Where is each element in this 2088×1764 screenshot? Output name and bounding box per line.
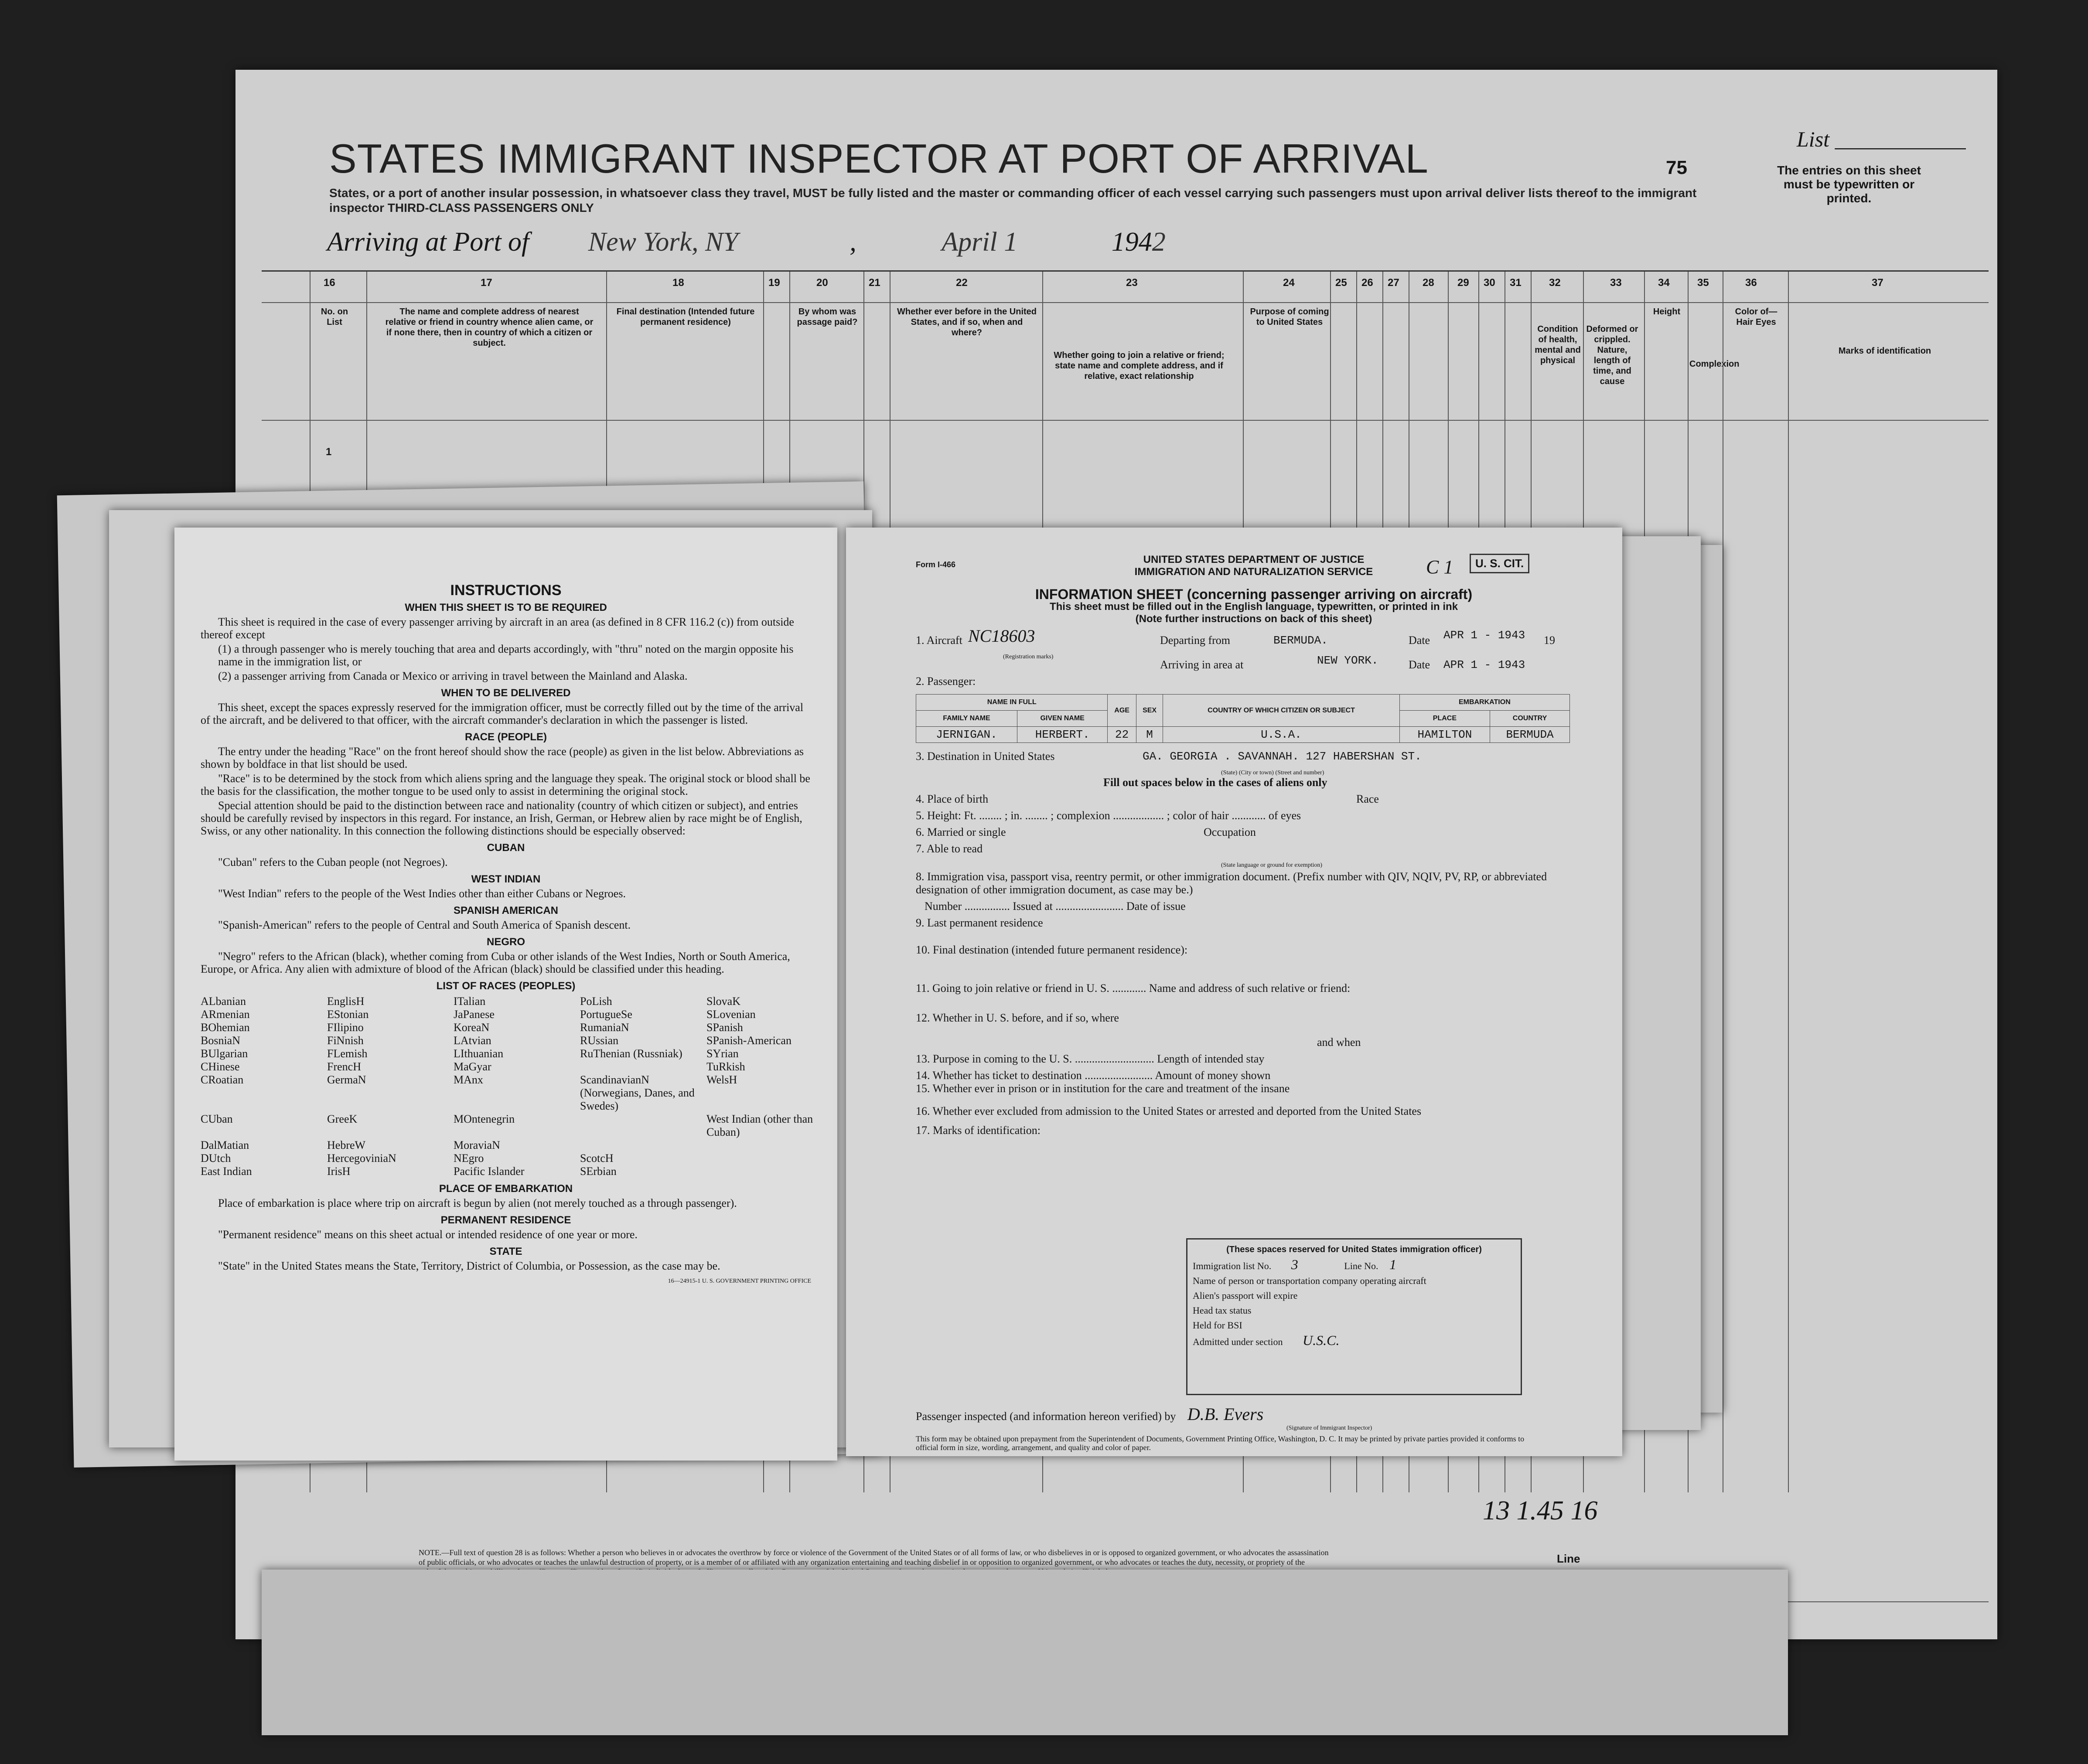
destination-caption — [916, 766, 1592, 776]
passport-expire-label: Alien's passport will expire — [1193, 1290, 1298, 1301]
departure-date: APR 1 - 1943 — [1443, 629, 1525, 642]
q15-row — [916, 1082, 1592, 1099]
q5-row — [916, 809, 1592, 826]
destination-value: GA. GEORGIA . SAVANNAH. 127 HABERSHAN ST. — [1143, 750, 1422, 763]
col-head: Marks of identification — [1838, 346, 1931, 356]
country-header: COUNTRY OF WHICH CITIZEN OR SUBJECT — [1163, 695, 1399, 727]
instructions-page — [174, 528, 837, 1461]
q6-row — [916, 826, 1592, 842]
grid-line — [262, 302, 1989, 303]
race-list — [201, 995, 811, 1178]
race-item: RUssian — [580, 1034, 619, 1047]
race-item — [580, 1113, 706, 1139]
col-num: 19 — [768, 277, 780, 289]
arriving-at-port — [327, 227, 1166, 258]
section-heading: PERMANENT RESIDENCE — [440, 1214, 571, 1226]
race-item: MoraviaN — [454, 1139, 500, 1151]
race-item: FiNnish — [327, 1034, 364, 1047]
col-head: Purpose of coming to United States — [1250, 307, 1329, 327]
col-head: Condition of health, mental and physical — [1535, 324, 1581, 365]
service-name: IMMIGRATION AND NATURALIZATION SERVICE — [1134, 566, 1373, 578]
col-num: 31 — [1510, 277, 1522, 289]
race-item: BosniaN — [201, 1034, 240, 1047]
port-handwritten: New York, NY — [588, 227, 738, 257]
information-sheet — [846, 528, 1622, 1456]
arriving-label: Arriving in area at — [1160, 658, 1244, 671]
manifest-header — [329, 135, 1943, 215]
aircraft-label: 1. Aircraft — [916, 634, 962, 647]
col-head: Deformed or crippled. Nature, length of time, and cause — [1586, 324, 1638, 386]
inspector-signature: D.B. Evers — [1187, 1404, 1264, 1424]
race-item: Pacific Islander — [454, 1165, 525, 1178]
section-heading: WHEN THIS SHEET IS TO BE REQUIRED — [405, 602, 607, 613]
paragraph: (1) a through passenger who is merely touching that area and departs accordingly, with "thru" noted on the margin opposite his name in the immigration list, or — [218, 643, 794, 668]
section-heading: CUBAN — [487, 842, 525, 854]
q7-row — [916, 842, 1592, 859]
embarkation-place: HAMILTON — [1399, 727, 1490, 743]
col-num: 30 — [1484, 277, 1495, 289]
race-item: FIlipino — [327, 1021, 364, 1034]
paragraph: This sheet is required in the case of every passenger arriving by aircraft in an area (as defined in 8 CFR 116.2 (c)) from outside thereof except — [201, 616, 794, 641]
line-no-value: 1 — [1389, 1257, 1396, 1272]
race-item: FrencH — [327, 1060, 361, 1073]
and-when-label: and when — [1317, 1036, 1361, 1049]
citizenship: U.S.A. — [1163, 727, 1399, 743]
race-item: SYrian — [706, 1047, 739, 1060]
visa-number-label: Number ................ Issued at ........................ Date of issue — [925, 900, 1186, 913]
form-id: Form I-466 — [916, 560, 956, 569]
q12-row — [916, 1011, 1592, 1028]
race-item: West Indian (other than Cuban) — [706, 1113, 813, 1138]
col-num: 26 — [1361, 277, 1373, 289]
section-heading: WHEN TO BE DELIVERED — [441, 687, 571, 699]
ticket-label: 14. Whether has ticket to destination ........................ Amount of money shown — [916, 1069, 1271, 1082]
race-item: EStonian — [327, 1008, 369, 1021]
col-num: 37 — [1872, 277, 1883, 289]
race-item: MaGyar — [454, 1060, 491, 1073]
race-item: FLemish — [327, 1047, 368, 1060]
arrival-date: APR 1 - 1943 — [1443, 658, 1525, 671]
race-item: WelsH — [706, 1073, 737, 1086]
paragraph: This sheet, except the spaces expressly reserved for the immigration officer, must be correctly filled out by the time of the arrival of the aircraft, and be delivered to that officer, with the aircraft commander's declaration in which the passenger is listed. — [201, 701, 804, 726]
handwritten-mark: C 1 — [1426, 556, 1453, 578]
paragraph: "West Indian" refers to the people of the West Indies other than either Cubans or Negroes. — [218, 887, 626, 900]
race-item: SlovaK — [706, 995, 740, 1008]
date-label: Date — [1409, 634, 1430, 647]
grid-line — [262, 420, 1989, 421]
page-number: 75 — [1666, 157, 1687, 178]
race-item: DalMatian — [201, 1139, 249, 1151]
manifest-subtitle: States, or a port of another insular possession, in whatsoever class they travel, MUST be fully listed and the master or commanding officer of each vessel carrying such passengers must upon arrival deliver lists thereof to the immigrant inspector THIRD-CLASS PASSENGERS ONLY — [329, 186, 1697, 215]
race-item: SLovenian — [706, 1008, 756, 1021]
race-item — [706, 1139, 833, 1152]
aliens-note: Fill out spaces below in the cases of aliens only — [1103, 776, 1327, 789]
form-footer: This form may be obtained upon prepayment from the Superintendent of Documents, Government Printing Office, Washington, D. C. It may be printed by private parties provided it conforms to official form in size, wording, arrangement, and quality and color of paper. — [916, 1434, 1525, 1452]
race-item: SPanish — [706, 1021, 743, 1034]
place-header: PLACE — [1399, 711, 1490, 727]
race-item — [706, 1152, 833, 1165]
col-num: 29 — [1457, 277, 1469, 289]
col-head: Final destination (Intended future permanent residence) — [616, 307, 755, 327]
q8b-row — [916, 900, 1592, 916]
passenger-row — [916, 675, 1592, 691]
grid-col — [1788, 272, 1931, 1492]
family-name-header: FAMILY NAME — [916, 711, 1017, 727]
race-item: RuThenian (Russniak) — [580, 1047, 682, 1060]
department-name: UNITED STATES DEPARTMENT OF JUSTICE — [1143, 554, 1365, 565]
going-to-join-label: 11. Going to join relative or friend in U. S. ............ Name and address of such relative or friend: — [916, 982, 1351, 994]
line-no-label: Line No. — [1344, 1260, 1378, 1271]
age-header: AGE — [1108, 695, 1136, 727]
paragraph: "Cuban" refers to the Cuban people (not Negroes). — [218, 856, 448, 868]
destination-caption-text: (State) (City or town) (Street and number) — [1221, 770, 1324, 776]
section-heading: NEGRO — [486, 936, 525, 948]
race-label: Race — [1356, 793, 1379, 805]
col-head: By whom was passage paid? — [797, 307, 858, 327]
officer-box-heading: (These spaces reserved for United States immigration officer) — [1226, 1245, 1482, 1254]
officer-reserved-box — [1186, 1238, 1522, 1395]
inspected-label: Passenger inspected (and information hereon verified) by — [916, 1410, 1176, 1423]
department-heading — [916, 554, 1592, 578]
prison-label: 15. Whether ever in prison or in institution for the care and treatment of the insane — [916, 1082, 1290, 1095]
q9-row — [916, 916, 1592, 933]
section-heading: RACE (PEOPLE) — [464, 731, 547, 743]
arriving-label: Arriving at Port of — [327, 227, 529, 257]
before-in-us-label: 12. Whether in U. S. before, and if so, where — [916, 1011, 1119, 1024]
q8-text: 8. Immigration visa, passport visa, reentry permit, or other immigration document. (Prefix number with QIV, NQIV, PV, RP, or abbreviated designation of other immigration document, as case may be.) — [916, 870, 1547, 896]
passenger-table — [916, 694, 1570, 743]
race-item — [580, 1139, 706, 1152]
race-item: RumaniaN — [580, 1021, 629, 1034]
year-prefix: 194 — [1111, 227, 1152, 257]
col-head: Complexion — [1689, 359, 1740, 369]
race-item: DUtch — [201, 1152, 231, 1165]
list-label: List ____________ — [1797, 127, 1966, 151]
embarkation-country: BERMUDA — [1490, 727, 1570, 743]
given-name-header: GIVEN NAME — [1017, 711, 1107, 727]
purpose-label: 13. Purpose in coming to the U. S. ............................ Length of intended stay — [916, 1052, 1265, 1065]
race-item — [580, 1060, 706, 1073]
race-item: LIthuanian — [454, 1047, 504, 1060]
q13-row — [916, 1052, 1592, 1069]
col-num: 24 — [1283, 277, 1295, 289]
information-body — [916, 554, 1592, 1141]
paragraph: "Race" is to be determined by the stock from which aliens spring and the language they speak. The original stock or blood shall be the basis for the classification, the mother tongue to be used only to assist in determining the original stock. — [201, 772, 810, 797]
print-code: 16—24915-1 U. S. GOVERNMENT PRINTING OFFICE — [668, 1278, 811, 1284]
name-in-full-header: NAME IN FULL — [916, 695, 1108, 711]
bsi-label: Held for BSI — [1193, 1320, 1242, 1331]
marks-label: 17. Marks of identification: — [916, 1124, 1041, 1137]
col-head: Height — [1653, 307, 1681, 317]
q10-row — [916, 943, 1592, 960]
race-item — [706, 1165, 833, 1178]
passenger-label: 2. Passenger: — [916, 675, 976, 688]
information-subtitle — [916, 601, 1592, 625]
col-num: 20 — [816, 277, 828, 289]
destination-row — [916, 750, 1592, 766]
date-suffix: 19 — [1544, 634, 1555, 647]
information-title: INFORMATION SHEET (concerning passenger arriving on aircraft) — [1035, 586, 1473, 602]
q7-caption — [916, 859, 1592, 867]
col-num: 16 — [324, 277, 335, 289]
us-cit-stamp: U. S. CIT. — [1470, 554, 1529, 573]
sex-header: SEX — [1136, 695, 1163, 727]
embark-country-header: COUNTRY — [1490, 711, 1570, 727]
typewritten-note: The entries on this sheet must be typewritten or printed. — [1777, 163, 1921, 205]
admitted-label: Admitted under section — [1193, 1336, 1283, 1347]
separator: , — [850, 227, 856, 257]
section-heading: LIST OF RACES (PEOPLES) — [436, 980, 576, 992]
race-item: ARmenian — [201, 1008, 250, 1021]
race-item: EnglisH — [327, 995, 365, 1008]
list-no-value: 3 — [1291, 1257, 1298, 1272]
year-suffix: 2 — [1152, 227, 1166, 257]
col-num: 32 — [1549, 277, 1561, 289]
head-tax-label: Head tax status — [1193, 1305, 1252, 1316]
section-heading: WEST INDIAN — [471, 873, 541, 885]
paragraph: Place of embarkation is place where trip on aircraft is begun by alien (not merely touched as a through passenger). — [218, 1197, 737, 1209]
col-head: Color of— Hair Eyes — [1735, 307, 1778, 327]
subtitle-line: This sheet must be filled out in the English language, typewritten, or printed in ink — [1049, 601, 1458, 613]
operator-label: Name of person or transportation company operating aircraft — [1193, 1275, 1426, 1286]
race-item: East Indian — [201, 1165, 252, 1178]
col-num: 35 — [1697, 277, 1709, 289]
col-num: 33 — [1610, 277, 1622, 289]
question-28-note: NOTE.—Full text of question 28 is as follows: Whether a person who believes in or advocates the overthrow by force or violence of the Government of the United States or of all forms of law, or who disbelieves in or is opposed to organized government, or who advocates the assassination of public officials, or who advocates or teaches the unlawful destruction of property, or is a member of or affiliated with any organization entertaining and teaching disbelief in or opposition to organized government, or who advocates or teaches the duty, necessity, or propriety of the — [419, 1548, 1329, 1566]
registration-caption: (Registration marks) — [1003, 654, 1054, 660]
race-item: PoLish — [580, 995, 612, 1008]
departing-label: Departing from — [1160, 634, 1231, 647]
subtitle-note: (Note further instructions on back of this sheet) — [1135, 613, 1372, 625]
race-item: BUlgarian — [201, 1047, 248, 1060]
embarkation-header: EMBARKATION — [1399, 695, 1569, 711]
paragraph: "State" in the United States means the State, Territory, District of Columbia, or Possession, as the case may be. — [218, 1260, 720, 1272]
col-head: Whether ever before in the United States, and if so, when and where? — [897, 307, 1037, 337]
col-head: No. on List — [321, 307, 348, 327]
race-item: ALbanian — [201, 995, 246, 1008]
race-item: HercegoviniaN — [327, 1152, 396, 1165]
sex: M — [1136, 727, 1163, 743]
instructions-title: INSTRUCTIONS — [450, 582, 562, 599]
language-caption: (State language or ground for exemption) — [1221, 862, 1323, 868]
race-item: LAtvian — [454, 1034, 491, 1047]
paragraph: "Permanent residence" means on this sheet actual or intended residence of one year or more. — [218, 1228, 638, 1241]
race-item: JaPanese — [454, 1008, 495, 1021]
q14-row — [916, 1069, 1592, 1082]
race-item: CHinese — [201, 1060, 240, 1073]
race-item: ITalian — [454, 995, 486, 1008]
race-item: MOntenegrin — [454, 1113, 515, 1125]
col-num: 23 — [1126, 277, 1138, 289]
col-num: 36 — [1745, 277, 1757, 289]
list-no-label: Immigration list No. — [1193, 1260, 1272, 1271]
section-heading: SPANISH AMERICAN — [453, 905, 558, 916]
signature-caption: (Signature of Immigrant Inspector) — [1286, 1425, 1372, 1431]
final-destination-label: 10. Final destination (intended future permanent residence): — [916, 943, 1188, 956]
section-heading: PLACE OF EMBARKATION — [439, 1183, 573, 1195]
arriving-value: NEW YORK. — [1317, 654, 1378, 667]
col-head: Whether going to join a relative or friend; state name and complete address, and if relative, exact relationship — [1054, 351, 1225, 381]
given-name: HERBERT. — [1017, 727, 1107, 743]
race-item: CUban — [201, 1113, 233, 1125]
paragraph: Special attention should be paid to the distinction between race and nationality (country of which citizen or subject), and entries should be carefully revised by inspectors in this regard. For instance, an Irish, German, or Hebrew alien by race might be of English, Swiss, or any other nationality. In this connection the following distinctions should be especially observed: — [201, 799, 802, 837]
handwritten-numbers: 13 1.45 16 — [1483, 1496, 1598, 1526]
q11-row — [916, 982, 1592, 998]
race-item: PortugueSe — [580, 1008, 632, 1021]
race-item: SErbian — [580, 1165, 617, 1178]
race-item: HebreW — [327, 1139, 366, 1151]
col-num: 18 — [672, 277, 684, 289]
immigration-list-row — [1193, 1257, 1515, 1274]
race-item: ScotcH — [580, 1152, 614, 1165]
race-item: GreeK — [327, 1113, 358, 1125]
q12b-row — [916, 1036, 1592, 1052]
race-item: GermaN — [327, 1073, 366, 1086]
race-item: BOhemian — [201, 1021, 250, 1034]
footer-line: Line — [1557, 1552, 1580, 1565]
race-item: KoreaN — [454, 1021, 490, 1034]
col-num: 27 — [1388, 277, 1399, 289]
paragraph: The entry under the heading "Race" on the front hereof should show the race (people) as given in the list below. Abbreviations as shown by boldface in that list should be used. — [201, 745, 804, 770]
col-head: The name and complete address of nearest relative or friend in country whence alien came, or if none there, then in country of which a citizen or subject. — [385, 307, 594, 348]
aliens-note-row — [916, 776, 1592, 793]
bottom-page-stack — [262, 1570, 1788, 1735]
race-item: MAnx — [454, 1073, 483, 1086]
col-num: 17 — [481, 277, 492, 289]
paragraph: "Negro" refers to the African (black), whether coming from Cuba or other islands of the West Indies, North or South America, Europe, or Africa. Any alien with admixture of blood of the African (black) should be classified under this heading. — [201, 950, 790, 975]
able-to-read-label: 7. Able to read — [916, 842, 983, 855]
height-label: 5. Height: Ft. ........ ; in. ........ ; complexion .................. ; color of hair ............ of eyes — [916, 809, 1301, 822]
destination-label: 3. Destination in United States — [916, 750, 1055, 763]
departing-value: BERMUDA. — [1273, 634, 1328, 647]
aircraft-registration: NC18603 — [968, 626, 1035, 646]
occupation-label: Occupation — [1204, 826, 1256, 838]
date-label: Date — [1409, 658, 1430, 671]
race-item: ScandinavianN (Norwegians, Danes, and Swedes) — [580, 1073, 695, 1112]
q17-row — [916, 1124, 1592, 1141]
paragraph: (2) a passenger arriving from Canada or Mexico or arriving in travel between the Mainland and Alaska. — [218, 670, 688, 682]
paragraph: "Spanish-American" refers to the people of Central and South America of Spanish descent. — [218, 919, 631, 931]
age: 22 — [1108, 727, 1136, 743]
section-heading: STATE — [489, 1246, 522, 1257]
q4-row — [916, 793, 1592, 809]
race-item: NEgro — [454, 1152, 484, 1165]
race-item: CRoatian — [201, 1073, 244, 1086]
aircraft-caption — [916, 650, 1592, 658]
q16-text: 16. Whether ever excluded from admission to the United States or arrested and deported from the United States — [916, 1105, 1422, 1117]
inspected-row — [916, 1404, 1263, 1424]
last-residence-label: 9. Last permanent residence — [916, 916, 1043, 929]
race-item: TuRkish — [706, 1060, 745, 1073]
col-num: 22 — [956, 277, 968, 289]
col-num: 34 — [1658, 277, 1670, 289]
instructions-body — [201, 584, 811, 1287]
col-num: 21 — [869, 277, 880, 289]
race-item: IrisH — [327, 1165, 351, 1178]
race-item: SPanish-American — [706, 1034, 792, 1047]
family-name: JERNIGAN. — [916, 727, 1017, 743]
admitted-row — [1193, 1333, 1515, 1349]
col-num: 28 — [1423, 277, 1434, 289]
place-of-birth-label: 4. Place of birth — [916, 793, 989, 805]
aircraft-row — [916, 626, 1592, 650]
col-num: 25 — [1335, 277, 1347, 289]
married-label: 6. Married or single — [916, 826, 1006, 838]
manifest-title: STATES IMMIGRANT INSPECTOR AT PORT OF ARRIVAL — [329, 136, 1429, 181]
date-handwritten: April 1 — [942, 227, 1018, 257]
row-number: 1 — [326, 446, 332, 458]
admitted-value: U.S.C. — [1303, 1332, 1340, 1348]
